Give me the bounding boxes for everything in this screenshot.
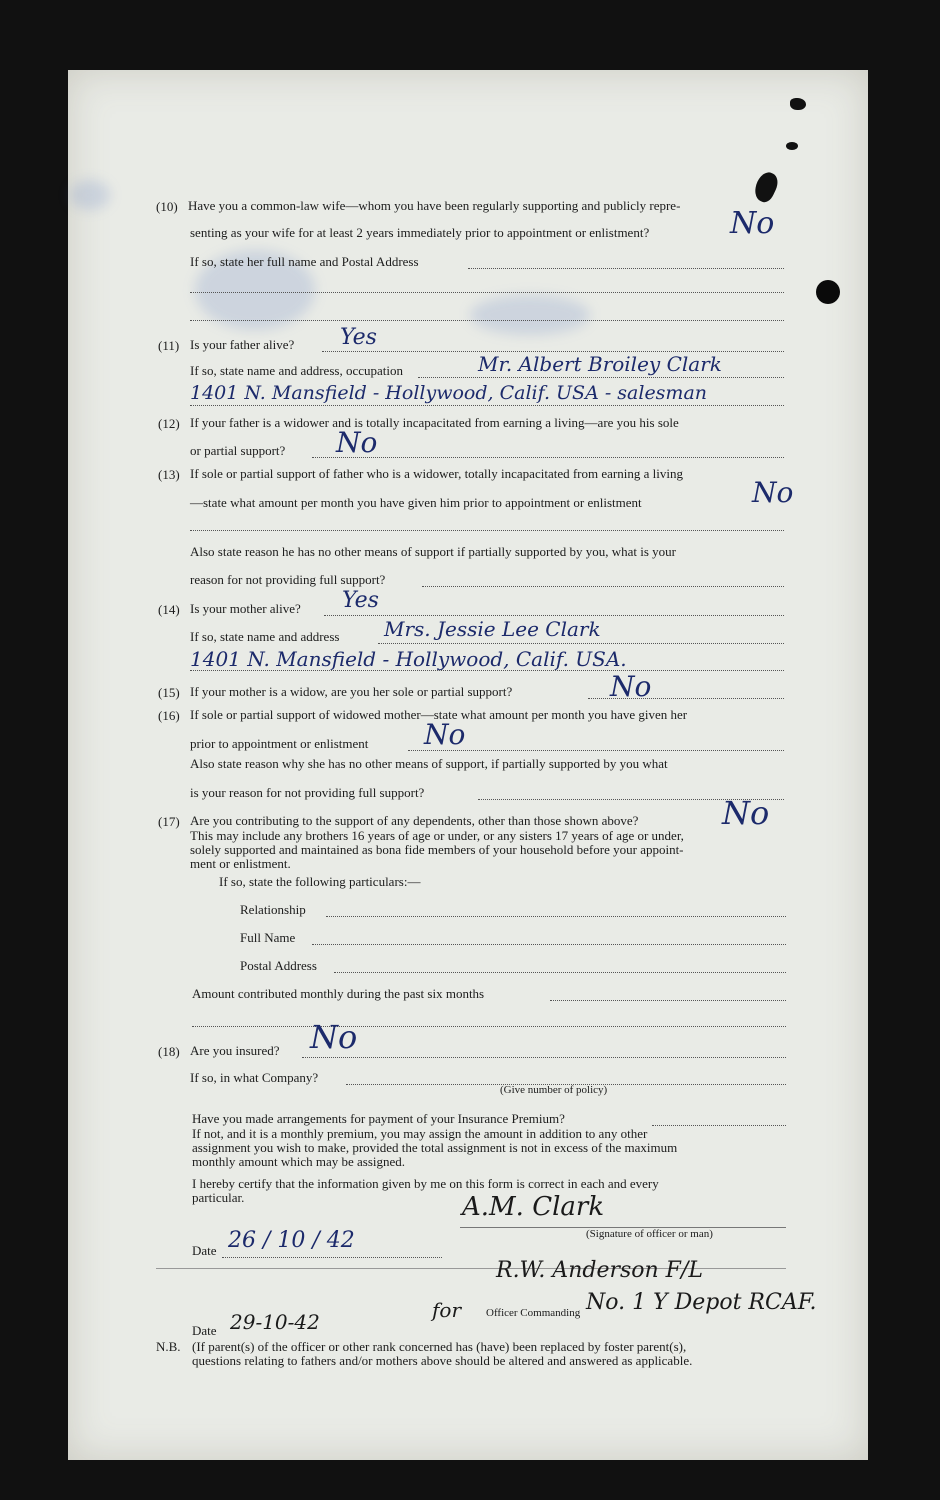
q16-text: prior to appointment or enlistment: [190, 736, 369, 751]
question-number: (15): [158, 685, 180, 700]
fill-line: [468, 268, 784, 269]
q15-text: If your mother is a widow, are you her sole or partial support?: [190, 684, 513, 699]
q17-answer: No: [722, 794, 770, 832]
punch-hole: [816, 280, 840, 304]
q18-text: Have you made arrangements for payment of your Insurance Premium?: [192, 1111, 565, 1126]
q11-text: If so, state name and address, occupation: [190, 363, 403, 378]
fill-line: [190, 320, 784, 321]
ink-stain: [470, 295, 590, 335]
q17-text: ment or enlistment.: [190, 856, 291, 871]
q18-answer: No: [310, 1018, 358, 1056]
paper-damage: [790, 98, 806, 110]
q11-text: Is your father alive?: [190, 337, 295, 352]
relationship-label: Relationship: [240, 902, 306, 917]
officer-date-label: Date: [192, 1323, 217, 1338]
date-label: Date: [192, 1243, 217, 1258]
q17-text: If so, state the following particulars:—: [219, 874, 421, 889]
certify-text: I hereby certify that the information given by me on this form is correct in each and every: [192, 1176, 659, 1191]
q11-answer: Yes: [340, 325, 377, 350]
mother-address: 1401 N. Mansfield - Hollywood, Calif. USA.: [190, 647, 627, 671]
q14-answer: Yes: [342, 588, 379, 613]
q10-text: Have you a common-law wife—whom you have been regularly supporting and publicly repre-: [188, 198, 681, 213]
question-number: (12): [158, 416, 180, 431]
q10-text: If so, state her full name and Postal Address: [190, 254, 419, 269]
father-name: Mr. Albert Broiley Clark: [478, 352, 722, 376]
q13-text: Also state reason he has no other means of support if partially supported by you, what is your: [190, 544, 676, 559]
q12-answer: No: [336, 426, 378, 459]
fill-line: [190, 530, 784, 531]
mother-name: Mrs. Jessie Lee Clark: [384, 617, 601, 641]
fill-line: [588, 698, 784, 699]
fill-line: [422, 586, 784, 587]
q15-answer: No: [610, 670, 652, 703]
fill-line: [326, 916, 786, 917]
fill-line: [652, 1125, 786, 1126]
fill-line: [408, 750, 784, 751]
fill-line: [190, 405, 784, 406]
q13-text: reason for not providing full support?: [190, 572, 386, 587]
question-number: (14): [158, 602, 180, 617]
q16-text: If sole or partial support of widowed mother—state what amount per month you have given her: [190, 707, 688, 722]
fill-line: [418, 377, 784, 378]
postal-address-label: Postal Address: [240, 958, 317, 973]
fill-line: [222, 1257, 442, 1258]
fill-line: [302, 1057, 786, 1058]
fill-line: [190, 292, 784, 293]
q10-text: senting as your wife for at least 2 years immediately prior to appointment or enlistment?: [190, 225, 650, 240]
q16-text: is your reason for not providing full support?: [190, 785, 425, 800]
fill-line: [190, 670, 784, 671]
ink-stain: [70, 180, 110, 210]
officer-label: Officer Commanding: [486, 1307, 581, 1319]
fill-line: [312, 944, 786, 945]
fill-line: [550, 1000, 786, 1001]
officer-signature: R.W. Anderson F/L: [496, 1258, 703, 1283]
question-number: (17): [158, 814, 180, 829]
nb-label: N.B.: [156, 1339, 181, 1354]
policy-note: (Give number of policy): [500, 1084, 608, 1096]
q17-text: solely supported and maintained as bona fide members of your household before your appoint-: [190, 842, 684, 857]
fill-line: [324, 615, 784, 616]
q18-text: monthly amount which may be assigned.: [192, 1154, 406, 1169]
q18-text: assignment you wish to make, provided the total assignment is not in excess of the maximum: [192, 1140, 678, 1155]
fill-line: [334, 972, 786, 973]
date-value: 26 / 10 / 42: [228, 1228, 355, 1253]
officer-date-value: 29-10-42: [230, 1310, 320, 1334]
nb-text: (If parent(s) of the officer or other rank concerned has (have) been replaced by foster parent(s),: [192, 1339, 687, 1354]
fill-line: [378, 643, 784, 644]
q18-text: If so, in what Company?: [190, 1070, 319, 1085]
q13-answer: No: [752, 476, 794, 509]
unit-name: No. 1 Y Depot RCAF.: [586, 1290, 817, 1315]
full-name-label: Full Name: [240, 930, 296, 945]
q16-answer: No: [424, 718, 466, 751]
q12-text: If your father is a widower and is totally incapacitated from earning a living—are you his sole: [190, 415, 679, 430]
certify-text: particular.: [192, 1190, 245, 1205]
fill-line: [192, 1026, 786, 1027]
q14-text: Is your mother alive?: [190, 601, 301, 616]
paper-damage: [786, 142, 798, 150]
q13-text: —state what amount per month you have given him prior to appointment or enlistment: [190, 495, 642, 510]
q13-text: If sole or partial support of father who is a widower, totally incapacitated from earning a living: [190, 466, 683, 481]
q12-text: or partial support?: [190, 443, 286, 458]
for-mark: for: [432, 1298, 462, 1322]
question-number: (11): [158, 338, 180, 353]
q10-answer: No: [730, 206, 775, 241]
q18-text: If not, and it is a monthly premium, you may assign the amount in addition to any other: [192, 1126, 648, 1141]
signature-label: (Signature of officer or man): [586, 1228, 713, 1240]
q17-text: This may include any brothers 16 years of age or under, or any sisters 17 years of age or under,: [190, 828, 684, 843]
question-number: (16): [158, 708, 180, 723]
question-number: (13): [158, 467, 180, 482]
q18-text: Are you insured?: [190, 1043, 280, 1058]
q17-text: Are you contributing to the support of any dependents, other than those shown above?: [190, 813, 639, 828]
applicant-signature: A.M. Clark: [462, 1192, 605, 1222]
father-address: 1401 N. Mansfield - Hollywood, Calif. USA - salesman: [190, 382, 708, 404]
q14-text: If so, state name and address: [190, 629, 340, 644]
amount-label: Amount contributed monthly during the past six months: [192, 986, 485, 1001]
question-number: (10): [156, 199, 178, 214]
nb-text: questions relating to fathers and/or mothers above should be altered and answered as applicable.: [192, 1353, 693, 1368]
q16-text: Also state reason why she has no other means of support, if partially supported by you what: [190, 756, 668, 771]
question-number: (18): [158, 1044, 180, 1059]
fill-line: [312, 457, 784, 458]
